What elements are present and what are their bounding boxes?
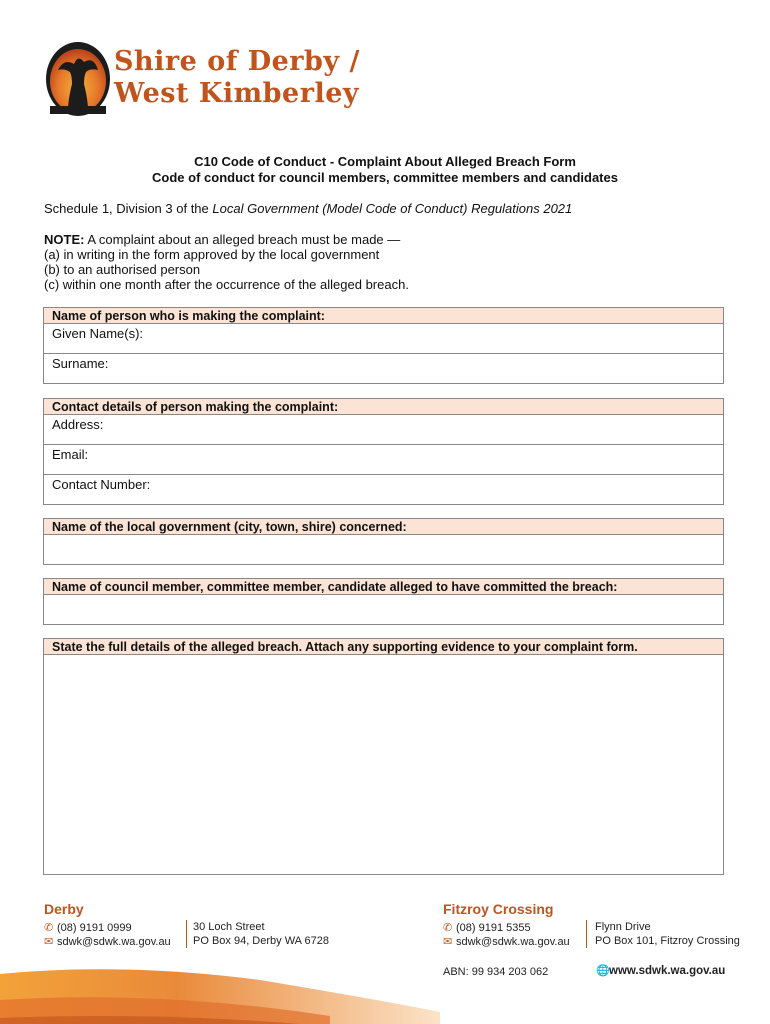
note-item: (a) in writing in the form approved by the local government bbox=[44, 247, 380, 262]
email-icon: ✉ bbox=[443, 936, 453, 948]
derby-office-name: Derby bbox=[44, 901, 84, 917]
fitzroy-postal: PO Box 101, Fitzroy Crossing bbox=[595, 935, 740, 947]
globe-icon: 🌐 bbox=[596, 965, 610, 977]
local-government-field[interactable] bbox=[44, 535, 723, 564]
derby-street: 30 Loch Street bbox=[193, 921, 265, 933]
section-heading: Contact details of person making the complaint: bbox=[44, 399, 723, 415]
section-heading: Name of the local government (city, town, shire) concerned: bbox=[44, 519, 723, 535]
fitzroy-street: Flynn Drive bbox=[595, 921, 651, 933]
fitzroy-email: ✉ sdwk@sdwk.wa.gov.au bbox=[443, 936, 570, 948]
given-names-field[interactable]: Given Name(s): bbox=[52, 326, 144, 341]
email-field[interactable]: Email: bbox=[44, 444, 723, 474]
breach-details-section bbox=[43, 638, 724, 875]
section-heading: Name of council member, committee member, candidate alleged to have committed the breach: bbox=[44, 579, 723, 595]
email-icon: ✉ bbox=[44, 936, 54, 948]
derby-postal: PO Box 94, Derby WA 6728 bbox=[193, 935, 329, 947]
note-item: (c) within one month after the occurrence of the alleged breach. bbox=[44, 277, 409, 292]
form-subtitle: Code of conduct for council members, committee members and candidates bbox=[152, 170, 618, 185]
derby-phone: ✆ (08) 9191 0999 bbox=[44, 922, 132, 934]
contact-number-field[interactable]: Contact Number: bbox=[44, 474, 723, 504]
schedule-reference: Schedule 1, Division 3 of the Local Government (Model Code of Conduct) Regulations 2021 bbox=[44, 201, 573, 216]
footer-divider bbox=[186, 920, 187, 948]
note-item: (b) to an authorised person bbox=[44, 262, 201, 277]
derby-email: ✉ sdwk@sdwk.wa.gov.au bbox=[44, 936, 171, 948]
surname-field[interactable]: Surname: bbox=[44, 353, 723, 383]
form-title: C10 Code of Conduct - Complaint About Alleged Breach Form bbox=[194, 154, 576, 169]
fitzroy-office-name: Fitzroy Crossing bbox=[443, 901, 554, 917]
org-name: Shire of Derby / West Kimberley bbox=[114, 46, 360, 109]
footer-divider bbox=[586, 920, 587, 948]
section-heading: State the full details of the alleged breach. Attach any supporting evidence to your complaint form. bbox=[44, 639, 723, 655]
website-link[interactable]: 🌐www.sdwk.wa.gov.au bbox=[596, 965, 726, 977]
fitzroy-phone: ✆ (08) 9191 5355 bbox=[443, 922, 531, 934]
address-field[interactable]: Address: bbox=[52, 417, 104, 432]
boab-tree-logo-icon bbox=[44, 40, 112, 118]
phone-icon: ✆ bbox=[443, 922, 453, 934]
shire-logo bbox=[44, 40, 364, 122]
breach-details-field[interactable] bbox=[44, 655, 723, 874]
phone-icon: ✆ bbox=[44, 922, 54, 934]
contact-details-section bbox=[43, 398, 724, 505]
member-section bbox=[43, 578, 724, 625]
note-block: NOTE: A complaint about an alleged breach must be made — (a) in writing in the form approved by the local government (b) to an authorised person (c) within one month after the occurrence of the alleged breach. bbox=[44, 232, 409, 292]
local-government-section bbox=[43, 518, 724, 565]
section-heading: Name of person who is making the complaint: bbox=[44, 308, 723, 324]
abn: ABN: 99 934 203 062 bbox=[443, 966, 549, 978]
complainant-name-section bbox=[43, 307, 724, 384]
member-name-field[interactable] bbox=[44, 595, 723, 624]
